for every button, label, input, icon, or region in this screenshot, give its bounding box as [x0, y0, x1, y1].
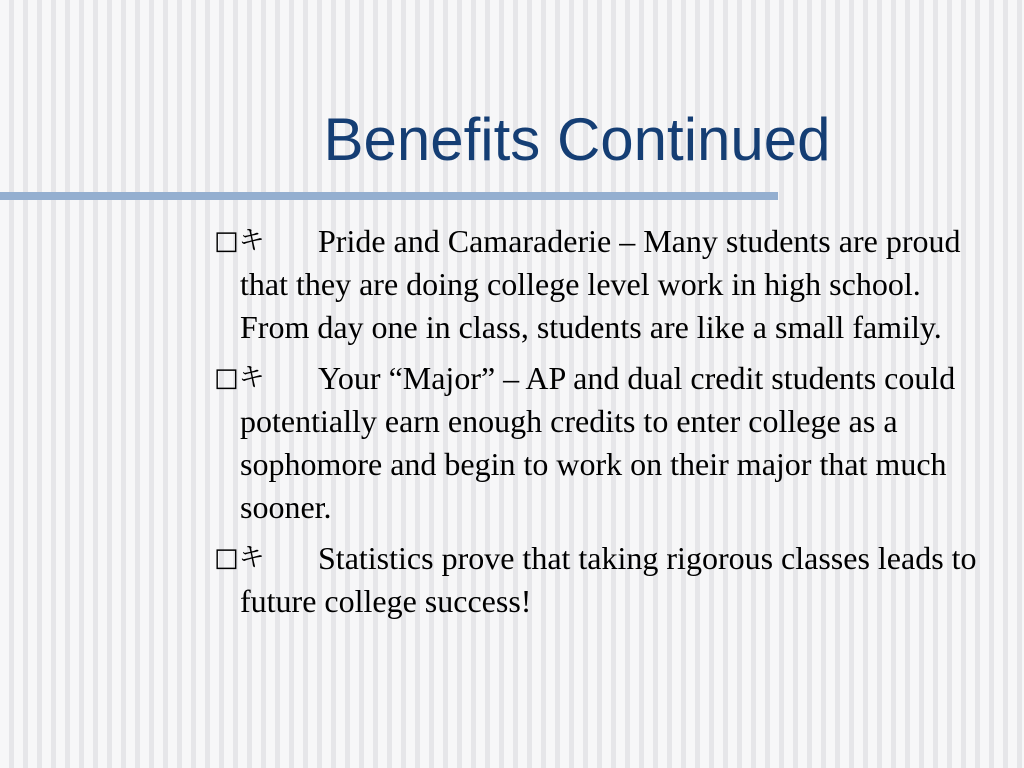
bullet-marker-icon: □キ — [214, 543, 265, 573]
bullet-item-major — [214, 357, 984, 529]
bullet-marker-icon: □キ — [214, 226, 265, 256]
bullet-item-pride — [214, 220, 984, 349]
bullet-text: Your “Major” – AP and dual credit students could potentially earn enough credits to enter college as a sophomore and begin to work on their major that much sooner. — [240, 360, 956, 525]
bullet-list — [214, 220, 984, 631]
bullet-marker-icon: □キ — [214, 363, 265, 393]
bullet-text: Pride and Camaraderie – Many students are proud that they are doing college level work in high school. From day one in class, students are like a small family. — [240, 223, 961, 345]
bullet-item-statistics — [214, 537, 984, 623]
slide-title: Benefits Continued — [323, 106, 831, 173]
bullet-text: Statistics prove that taking rigorous classes leads to future college success! — [240, 540, 977, 619]
title-underline-rule — [0, 192, 778, 200]
